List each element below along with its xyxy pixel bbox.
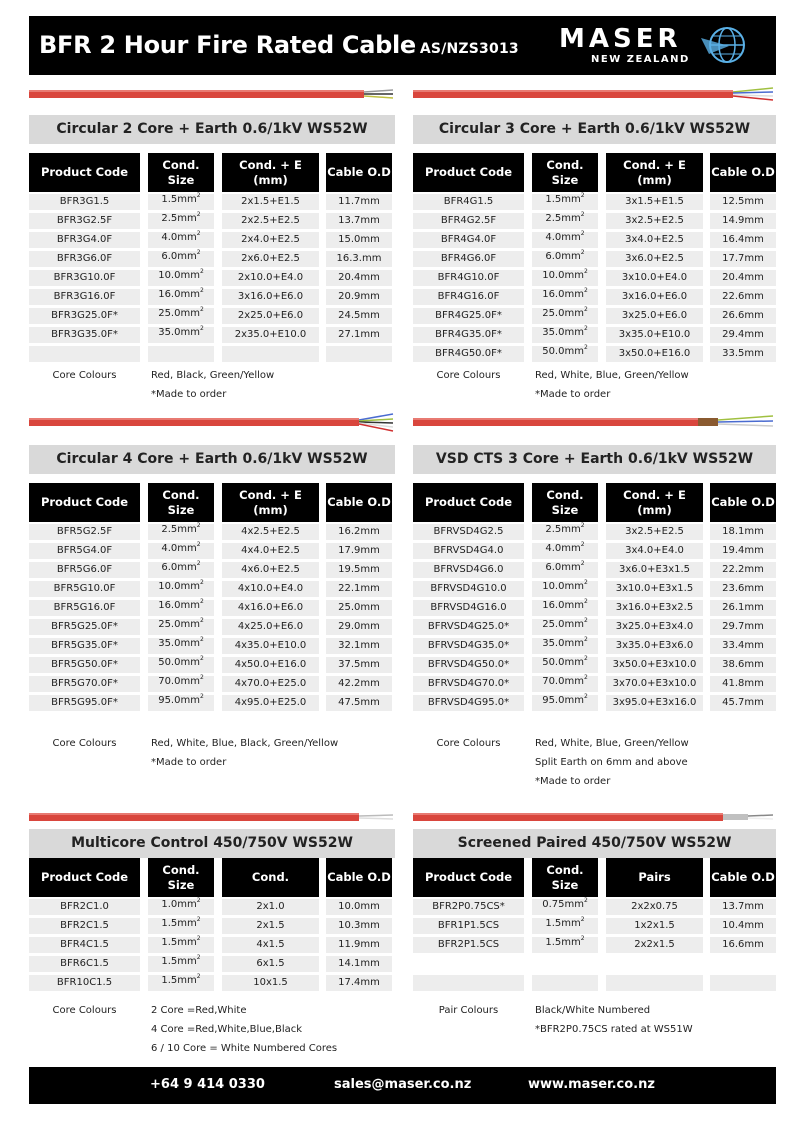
table-cell: 16.3.mm bbox=[326, 251, 392, 267]
table-cell: $2.5mm^2$ bbox=[532, 213, 598, 229]
table-cell: 3x10.0+E3x1.5 bbox=[606, 581, 703, 597]
table-cell: BFR6C1.5 bbox=[29, 956, 140, 972]
table-cell-empty bbox=[710, 956, 776, 972]
table-cell: 17.9mm bbox=[326, 543, 392, 559]
table-cell: 6x1.5 bbox=[222, 956, 319, 972]
table-cell: $10.0mm^2$ bbox=[532, 581, 598, 597]
table-cell: 41.8mm bbox=[710, 676, 776, 692]
table-cell: 4x2.5+E2.5 bbox=[222, 524, 319, 540]
table-cell: 2x2.5+E2.5 bbox=[222, 213, 319, 229]
note-text: Red, White, Blue, Green/Yellow bbox=[535, 738, 689, 749]
table-cell: $1.5mm^2$ bbox=[532, 194, 598, 210]
table-cell: $0.75mm^2$ bbox=[532, 899, 598, 915]
column-header: Cond. + E (mm) bbox=[606, 153, 703, 192]
column-header: Cable O.D bbox=[710, 858, 776, 897]
table-cell: 3x16.0+E6.0 bbox=[222, 289, 319, 305]
table-cell: 27.1mm bbox=[326, 327, 392, 343]
cable-image-screened bbox=[413, 805, 776, 829]
table-cell: 26.1mm bbox=[710, 600, 776, 616]
table-cell: 23.6mm bbox=[710, 581, 776, 597]
standard-label: AS/NZS3013 bbox=[419, 41, 519, 57]
column-header: Cond. Size bbox=[532, 483, 598, 522]
table-cell: BFRVSD4G35.0* bbox=[413, 638, 524, 654]
column-header: Cable O.D bbox=[326, 858, 392, 897]
table-cell: 2x1.5+E1.5 bbox=[222, 194, 319, 210]
column-header: Cond. + E (mm) bbox=[222, 153, 319, 192]
table-cell: BFR4G1.5 bbox=[413, 194, 524, 210]
table-cell: $2.5mm^2$ bbox=[148, 213, 214, 229]
table-cell: 3x1.5+E1.5 bbox=[606, 194, 703, 210]
table-cell-empty bbox=[413, 956, 524, 972]
page-title bbox=[39, 31, 519, 59]
table-cell: BFR3G1.5 bbox=[29, 194, 140, 210]
page-footer bbox=[29, 1067, 776, 1104]
table-cell: 18.1mm bbox=[710, 524, 776, 540]
column-header: Cond. Size bbox=[148, 483, 214, 522]
table-cell: 2x4.0+E2.5 bbox=[222, 232, 319, 248]
column-header: Product Code bbox=[29, 153, 140, 192]
table-cell: BFR5G6.0F bbox=[29, 562, 140, 578]
table-cell: 2x25.0+E6.0 bbox=[222, 308, 319, 324]
table-cell: $4.0mm^2$ bbox=[532, 543, 598, 559]
table-cell: 3x2.5+E2.5 bbox=[606, 213, 703, 229]
table-cell: $6.0mm^2$ bbox=[532, 251, 598, 267]
table-cell: $6.0mm^2$ bbox=[148, 251, 214, 267]
table-cell: 22.2mm bbox=[710, 562, 776, 578]
table-cell: 3x35.0+E3x6.0 bbox=[606, 638, 703, 654]
table-cell: $50.0mm^2$ bbox=[532, 346, 598, 362]
table-cell: BFR4C1.5 bbox=[29, 937, 140, 953]
table-cell: $2.5mm^2$ bbox=[532, 524, 598, 540]
table-cell: BFR3G16.0F bbox=[29, 289, 140, 305]
table-cell: $35.0mm^2$ bbox=[148, 327, 214, 343]
table-cell: $70.0mm^2$ bbox=[148, 676, 214, 692]
table-cell: 22.1mm bbox=[326, 581, 392, 597]
table-cell-empty bbox=[532, 975, 598, 991]
table-cell: 2x35.0+E10.0 bbox=[222, 327, 319, 343]
note-text: *BFR2P0.75CS rated at WS51W bbox=[535, 1024, 693, 1035]
cable-image-vsd bbox=[413, 410, 776, 434]
table-cell: 19.4mm bbox=[710, 543, 776, 559]
table-cell: $25.0mm^2$ bbox=[148, 308, 214, 324]
table-cell: 29.4mm bbox=[710, 327, 776, 343]
table-cell: 20.9mm bbox=[326, 289, 392, 305]
table-cell: BFRVSD4G6.0 bbox=[413, 562, 524, 578]
table-cell: 10.0mm bbox=[326, 899, 392, 915]
column-header: Product Code bbox=[29, 858, 140, 897]
table-cell: 3x16.0+E3x2.5 bbox=[606, 600, 703, 616]
column-header: Cond. Size bbox=[532, 153, 598, 192]
table-cell: 3x2.5+E2.5 bbox=[606, 524, 703, 540]
table-cell: BFR1P1.5CS bbox=[413, 918, 524, 934]
notes-label: Pair Colours bbox=[438, 1005, 499, 1016]
table-cell: 47.5mm bbox=[326, 695, 392, 711]
table-cell: 11.9mm bbox=[326, 937, 392, 953]
table-cell: BFR2P0.75CS* bbox=[413, 899, 524, 915]
table-cell: 3x4.0+E2.5 bbox=[606, 232, 703, 248]
table-cell: 4x6.0+E2.5 bbox=[222, 562, 319, 578]
table-cell: $16.0mm^2$ bbox=[532, 289, 598, 305]
table-cell: 15.0mm bbox=[326, 232, 392, 248]
table-cell-empty bbox=[326, 346, 392, 362]
table-cell: 38.6mm bbox=[710, 657, 776, 673]
table-cell: 3x25.0+E3x4.0 bbox=[606, 619, 703, 635]
table-cell: 37.5mm bbox=[326, 657, 392, 673]
logo-wordmark: MASER bbox=[559, 24, 682, 54]
note-text: 2 Core =Red,White bbox=[151, 1005, 247, 1016]
table-cell: $10.0mm^2$ bbox=[148, 270, 214, 286]
table-cell: 3x16.0+E6.0 bbox=[606, 289, 703, 305]
column-header: Cond. bbox=[222, 858, 319, 897]
notes-label: Core Colours bbox=[52, 738, 117, 749]
table-cell: 16.2mm bbox=[326, 524, 392, 540]
globe-icon bbox=[699, 24, 749, 66]
table-cell: 29.0mm bbox=[326, 619, 392, 635]
table-cell-empty bbox=[532, 956, 598, 972]
page-header bbox=[29, 16, 776, 75]
table-cell: BFR5G16.0F bbox=[29, 600, 140, 616]
table-cell: 42.2mm bbox=[326, 676, 392, 692]
table-cell: $10.0mm^2$ bbox=[532, 270, 598, 286]
cable-image-3core bbox=[413, 82, 776, 106]
table-cell: 16.4mm bbox=[710, 232, 776, 248]
table-cell: BFRVSD4G50.0* bbox=[413, 657, 524, 673]
table-cell: 3x50.0+E16.0 bbox=[606, 346, 703, 362]
table-cell: BFR2C1.5 bbox=[29, 918, 140, 934]
table-cell: BFR5G35.0F* bbox=[29, 638, 140, 654]
column-header: Cond. Size bbox=[148, 153, 214, 192]
table-cell: BFR5G25.0F* bbox=[29, 619, 140, 635]
table-cell-empty bbox=[29, 346, 140, 362]
table-cell: BFR2P1.5CS bbox=[413, 937, 524, 953]
table-cell: 3x10.0+E4.0 bbox=[606, 270, 703, 286]
table-cell: $25.0mm^2$ bbox=[532, 619, 598, 635]
column-header: Cable O.D bbox=[326, 153, 392, 192]
section-title: Circular 2 Core + Earth 0.6/1kV WS52W bbox=[29, 115, 395, 144]
table-cell: 20.4mm bbox=[326, 270, 392, 286]
table-cell: 17.7mm bbox=[710, 251, 776, 267]
column-header: Cable O.D bbox=[710, 483, 776, 522]
table-cell: $25.0mm^2$ bbox=[532, 308, 598, 324]
table-cell: 3x70.0+E3x10.0 bbox=[606, 676, 703, 692]
column-header: Product Code bbox=[413, 858, 524, 897]
table-cell: 4x50.0+E16.0 bbox=[222, 657, 319, 673]
table-cell: 17.4mm bbox=[326, 975, 392, 991]
table-cell: 13.7mm bbox=[710, 899, 776, 915]
note-text: Black/White Numbered bbox=[535, 1005, 651, 1016]
notes-label: Core Colours bbox=[436, 738, 501, 749]
table-cell: $1.5mm^2$ bbox=[148, 956, 214, 972]
section-title: VSD CTS 3 Core + Earth 0.6/1kV WS52W bbox=[413, 445, 776, 474]
note-text: Split Earth on 6mm and above bbox=[535, 757, 688, 768]
maser-logo bbox=[559, 24, 734, 68]
column-header: Cond. + E (mm) bbox=[606, 483, 703, 522]
note-text: 4 Core =Red,White,Blue,Black bbox=[151, 1024, 303, 1035]
cable-image-multicore bbox=[29, 805, 395, 829]
table-cell: 26.6mm bbox=[710, 308, 776, 324]
table-cell: 14.1mm bbox=[326, 956, 392, 972]
table-cell: BFR4G25.0F* bbox=[413, 308, 524, 324]
section-title: Multicore Control 450/750V WS52W bbox=[29, 829, 395, 858]
table-cell: 4x70.0+E25.0 bbox=[222, 676, 319, 692]
table-cell: BFR4G4.0F bbox=[413, 232, 524, 248]
note-text: Red, Black, Green/Yellow bbox=[151, 370, 275, 381]
title-text: BFR 2 Hour Fire Rated Cable bbox=[39, 31, 416, 59]
table-cell: BFR4G35.0F* bbox=[413, 327, 524, 343]
section-title: Screened Paired 450/750V WS52W bbox=[413, 829, 776, 858]
note-text: Red, White, Blue, Green/Yellow bbox=[535, 370, 689, 381]
logo-subtitle: NEW ZEALAND bbox=[591, 54, 690, 65]
table-cell: $95.0mm^2$ bbox=[148, 695, 214, 711]
table-cell: $6.0mm^2$ bbox=[532, 562, 598, 578]
column-header: Product Code bbox=[29, 483, 140, 522]
note-text: *Made to order bbox=[151, 389, 227, 400]
table-cell: $4.0mm^2$ bbox=[532, 232, 598, 248]
table-cell: BFR4G10.0F bbox=[413, 270, 524, 286]
table-cell: 2x1.5 bbox=[222, 918, 319, 934]
table-cell: $1.5mm^2$ bbox=[148, 194, 214, 210]
table-cell: 13.7mm bbox=[326, 213, 392, 229]
table-cell: 24.5mm bbox=[326, 308, 392, 324]
table-cell: 3x50.0+E3x10.0 bbox=[606, 657, 703, 673]
table-cell: $1.5mm^2$ bbox=[148, 975, 214, 991]
table-cell: 10.4mm bbox=[710, 918, 776, 934]
note-text: *Made to order bbox=[535, 389, 611, 400]
table-cell: 11.7mm bbox=[326, 194, 392, 210]
section-title: Circular 3 Core + Earth 0.6/1kV WS52W bbox=[413, 115, 776, 144]
table-cell: 2x2x0.75 bbox=[606, 899, 703, 915]
table-cell: 32.1mm bbox=[326, 638, 392, 654]
table-cell: 4x35.0+E10.0 bbox=[222, 638, 319, 654]
table-cell: 3x6.0+E2.5 bbox=[606, 251, 703, 267]
table-cell: $16.0mm^2$ bbox=[148, 600, 214, 616]
table-cell: 29.7mm bbox=[710, 619, 776, 635]
table-cell: 10.3mm bbox=[326, 918, 392, 934]
table-cell: $16.0mm^2$ bbox=[148, 289, 214, 305]
table-cell: BFR2C1.0 bbox=[29, 899, 140, 915]
column-header: Product Code bbox=[413, 153, 524, 192]
note-text: *Made to order bbox=[151, 757, 227, 768]
cable-image-4core bbox=[29, 410, 395, 434]
table-cell: 2x2x1.5 bbox=[606, 937, 703, 953]
table-cell: 4x4.0+E2.5 bbox=[222, 543, 319, 559]
table-cell: 3x4.0+E4.0 bbox=[606, 543, 703, 559]
notes-label: Core Colours bbox=[436, 370, 501, 381]
table-cell: BFR5G95.0F* bbox=[29, 695, 140, 711]
table-cell: 12.5mm bbox=[710, 194, 776, 210]
table-cell: 2x1.0 bbox=[222, 899, 319, 915]
table-cell: $16.0mm^2$ bbox=[532, 600, 598, 616]
table-cell: BFR5G50.0F* bbox=[29, 657, 140, 673]
table-cell: $50.0mm^2$ bbox=[148, 657, 214, 673]
table-cell: $4.0mm^2$ bbox=[148, 232, 214, 248]
table-cell: 2x6.0+E2.5 bbox=[222, 251, 319, 267]
table-cell: BFR4G6.0F bbox=[413, 251, 524, 267]
table-cell: 16.6mm bbox=[710, 937, 776, 953]
table-cell: $70.0mm^2$ bbox=[532, 676, 598, 692]
table-cell: 45.7mm bbox=[710, 695, 776, 711]
table-cell: 4x25.0+E6.0 bbox=[222, 619, 319, 635]
table-cell: BFR3G35.0F* bbox=[29, 327, 140, 343]
table-cell-empty bbox=[222, 346, 319, 362]
table-cell: BFR5G2.5F bbox=[29, 524, 140, 540]
table-cell: 4x1.5 bbox=[222, 937, 319, 953]
table-cell: 10x1.5 bbox=[222, 975, 319, 991]
note-text: 6 / 10 Core = White Numbered Cores bbox=[151, 1043, 338, 1054]
table-cell: $10.0mm^2$ bbox=[148, 581, 214, 597]
table-cell: BFR5G10.0F bbox=[29, 581, 140, 597]
table-cell: $35.0mm^2$ bbox=[532, 327, 598, 343]
table-cell: 4x16.0+E6.0 bbox=[222, 600, 319, 616]
note-text: *Made to order bbox=[535, 776, 611, 787]
table-cell: $35.0mm^2$ bbox=[148, 638, 214, 654]
table-cell: 4x95.0+E25.0 bbox=[222, 695, 319, 711]
table-cell: BFR5G4.0F bbox=[29, 543, 140, 559]
footer-phone[interactable]: +64 9 414 0330 bbox=[150, 1077, 265, 1092]
table-cell: 33.5mm bbox=[710, 346, 776, 362]
table-cell: $1.5mm^2$ bbox=[148, 918, 214, 934]
column-header: Cond. Size bbox=[532, 858, 598, 897]
section-title: Circular 4 Core + Earth 0.6/1kV WS52W bbox=[29, 445, 395, 474]
table-cell: BFR4G50.0F* bbox=[413, 346, 524, 362]
table-cell: BFRVSD4G10.0 bbox=[413, 581, 524, 597]
table-cell: 20.4mm bbox=[710, 270, 776, 286]
notes-label: Core Colours bbox=[52, 370, 117, 381]
table-cell: $25.0mm^2$ bbox=[148, 619, 214, 635]
table-cell: 3x35.0+E10.0 bbox=[606, 327, 703, 343]
table-cell: 3x6.0+E3x1.5 bbox=[606, 562, 703, 578]
table-cell: 19.5mm bbox=[326, 562, 392, 578]
table-cell: BFR4G2.5F bbox=[413, 213, 524, 229]
table-cell: $50.0mm^2$ bbox=[532, 657, 598, 673]
table-cell: BFR3G6.0F bbox=[29, 251, 140, 267]
table-cell: 33.4mm bbox=[710, 638, 776, 654]
table-cell: 2x10.0+E4.0 bbox=[222, 270, 319, 286]
table-cell: BFR5G70.0F* bbox=[29, 676, 140, 692]
table-cell: 1x2x1.5 bbox=[606, 918, 703, 934]
table-cell: $1.0mm^2$ bbox=[148, 899, 214, 915]
table-cell: $2.5mm^2$ bbox=[148, 524, 214, 540]
column-header: Cond. Size bbox=[148, 858, 214, 897]
table-cell-empty bbox=[606, 975, 703, 991]
column-header: Product Code bbox=[413, 483, 524, 522]
table-cell: BFR3G10.0F bbox=[29, 270, 140, 286]
footer-email[interactable]: sales@maser.co.nz bbox=[334, 1077, 472, 1092]
table-cell: BFRVSD4G16.0 bbox=[413, 600, 524, 616]
cable-image-2core bbox=[29, 82, 395, 106]
table-cell: $1.5mm^2$ bbox=[148, 937, 214, 953]
table-cell: 4x10.0+E4.0 bbox=[222, 581, 319, 597]
table-cell: BFRVSD4G70.0* bbox=[413, 676, 524, 692]
column-header: Cable O.D bbox=[326, 483, 392, 522]
table-cell-empty bbox=[606, 956, 703, 972]
table-cell: $95.0mm^2$ bbox=[532, 695, 598, 711]
table-cell: 3x95.0+E3x16.0 bbox=[606, 695, 703, 711]
table-cell: 22.6mm bbox=[710, 289, 776, 305]
table-cell-empty bbox=[710, 975, 776, 991]
table-cell: BFR4G16.0F bbox=[413, 289, 524, 305]
table-cell: BFRVSD4G4.0 bbox=[413, 543, 524, 559]
column-header: Pairs bbox=[606, 858, 703, 897]
note-text: Red, White, Blue, Black, Green/Yellow bbox=[151, 738, 339, 749]
table-cell: $1.5mm^2$ bbox=[532, 918, 598, 934]
table-cell: BFRVSD4G95.0* bbox=[413, 695, 524, 711]
column-header: Cond. + E (mm) bbox=[222, 483, 319, 522]
table-cell: $6.0mm^2$ bbox=[148, 562, 214, 578]
table-cell: $35.0mm^2$ bbox=[532, 638, 598, 654]
table-cell: BFR3G2.5F bbox=[29, 213, 140, 229]
notes-label: Core Colours bbox=[52, 1005, 117, 1016]
table-cell: 25.0mm bbox=[326, 600, 392, 616]
table-cell: BFRVSD4G25.0* bbox=[413, 619, 524, 635]
table-cell: 14.9mm bbox=[710, 213, 776, 229]
table-cell: $1.5mm^2$ bbox=[532, 937, 598, 953]
table-cell: BFR10C1.5 bbox=[29, 975, 140, 991]
table-cell-empty bbox=[148, 346, 214, 362]
table-cell: BFR3G25.0F* bbox=[29, 308, 140, 324]
table-cell: 3x25.0+E6.0 bbox=[606, 308, 703, 324]
column-header: Cable O.D bbox=[710, 153, 776, 192]
footer-website[interactable]: www.maser.co.nz bbox=[528, 1077, 655, 1092]
table-cell-empty bbox=[413, 975, 524, 991]
table-cell: $4.0mm^2$ bbox=[148, 543, 214, 559]
table-cell: BFR3G4.0F bbox=[29, 232, 140, 248]
table-cell: BFRVSD4G2.5 bbox=[413, 524, 524, 540]
